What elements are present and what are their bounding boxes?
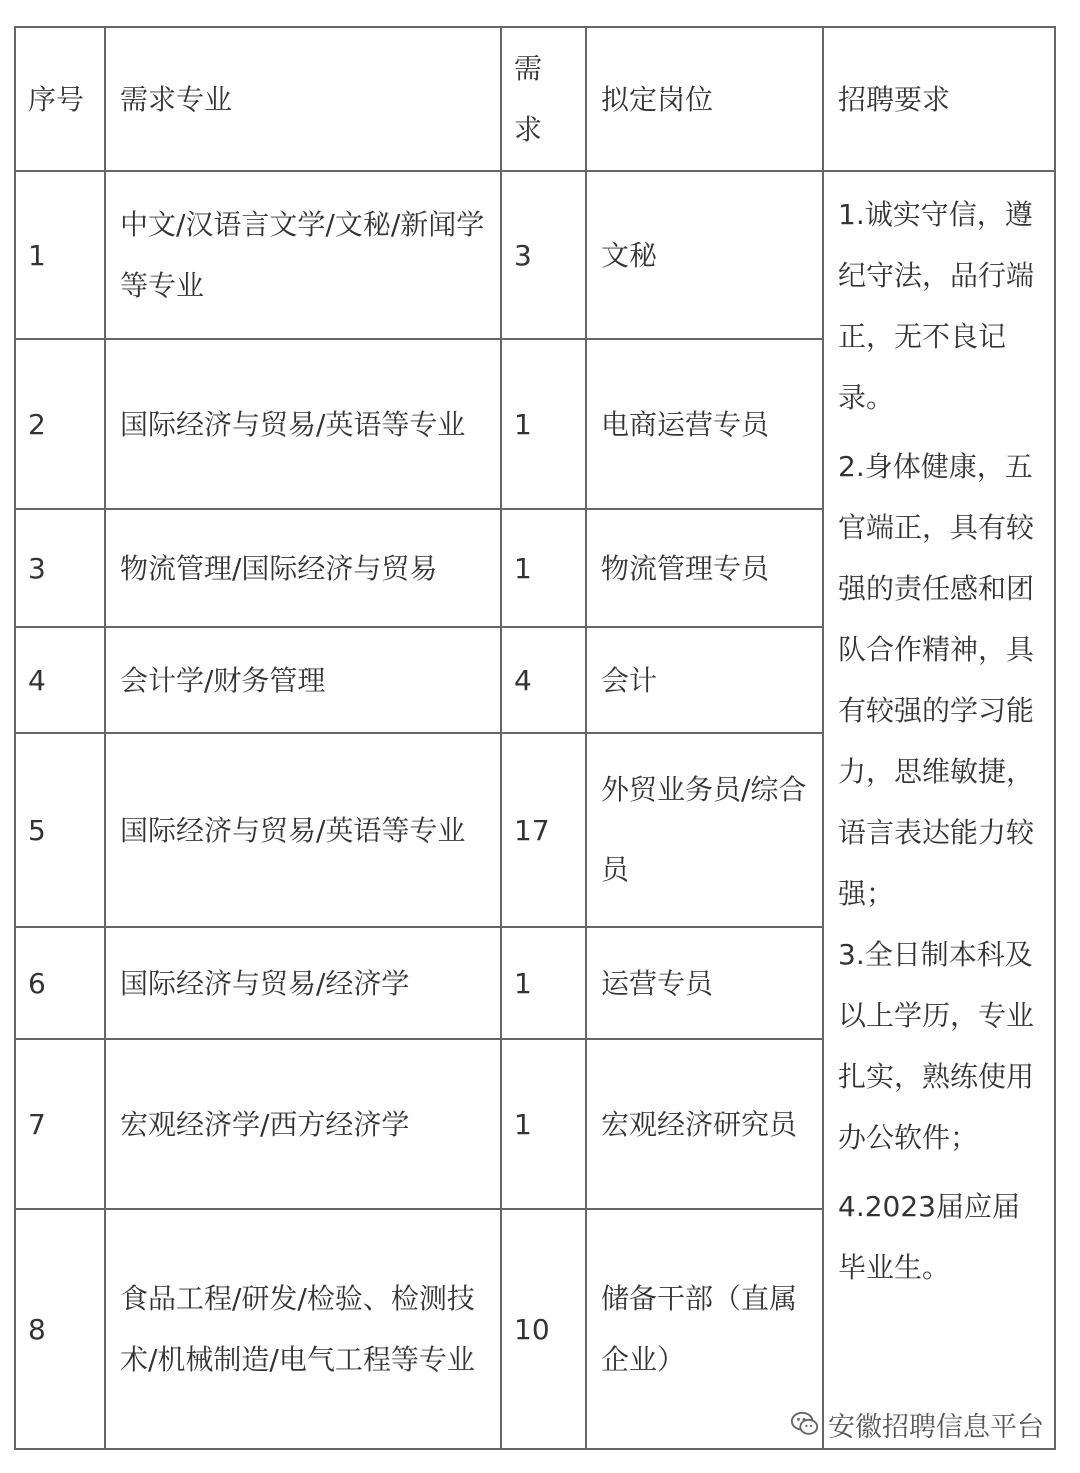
row-major: 中文/汉语言文学/文秘/新闻学等专业 [105,171,501,339]
row-seq: 8 [15,1209,105,1449]
row-seq: 5 [15,733,105,927]
header-position: 拟定岗位 [586,27,823,171]
row-seq: 7 [15,1039,105,1209]
header-row [15,27,1055,171]
row-seq: 2 [15,339,105,509]
row-position: 运营专员 [586,927,823,1039]
requirement-item: 3.全日制本科及以上学历，专业扎实，熟练使用办公软件； [838,938,1035,1154]
row-count: 17 [501,733,586,927]
header-count: 需求 [501,27,586,171]
header-seq: 序号 [15,27,105,171]
row-position: 文秘 [586,171,823,339]
row-position: 会计 [586,627,823,733]
requirement-item: 4.2023届应届毕业生。 [838,1190,1020,1284]
watermark-text: 安徽招聘信息平台 [828,1411,1044,1443]
row-count: 1 [501,927,586,1039]
row-seq: 6 [15,927,105,1039]
row-count: 1 [501,509,586,627]
row-major: 宏观经济学/西方经济学 [105,1039,501,1209]
row-major: 国际经济与贸易/经济学 [105,927,501,1039]
table-row [15,171,1055,339]
row-position: 储备干部（直属企业） [586,1209,823,1449]
requirement-item: 2.身体健康，五官端正，具有较强的责任感和团队合作精神，具有较强的学习能力，思维敏捷，语言表达能力较强； [838,450,1035,910]
row-seq: 4 [15,627,105,733]
row-count: 1 [501,339,586,509]
row-seq: 1 [15,171,105,339]
row-major: 国际经济与贸易/英语等专业 [105,339,501,509]
requirement-item: 1.诚实守信，遵纪守法，品行端正，无不良记录。 [838,198,1035,414]
watermark [790,1404,1044,1444]
wechat-icon [790,1409,820,1439]
row-major: 物流管理/国际经济与贸易 [105,509,501,627]
requirements-cell [823,171,1055,1449]
row-position: 宏观经济研究员 [586,1039,823,1209]
row-count: 3 [501,171,586,339]
row-major: 会计学/财务管理 [105,627,501,733]
row-count: 1 [501,1039,586,1209]
row-major: 国际经济与贸易/英语等专业 [105,733,501,927]
row-count: 4 [501,627,586,733]
row-major: 食品工程/研发/检验、检测技术/机械制造/电气工程等专业 [105,1209,501,1449]
row-seq: 3 [15,509,105,627]
header-major: 需求专业 [105,27,501,171]
row-position: 电商运营专员 [586,339,823,509]
row-position: 物流管理专员 [586,509,823,627]
row-position: 外贸业务员/综合员 [586,733,823,927]
recruitment-table [14,26,1056,1450]
row-count: 10 [501,1209,586,1449]
header-requirements: 招聘要求 [823,27,1055,171]
